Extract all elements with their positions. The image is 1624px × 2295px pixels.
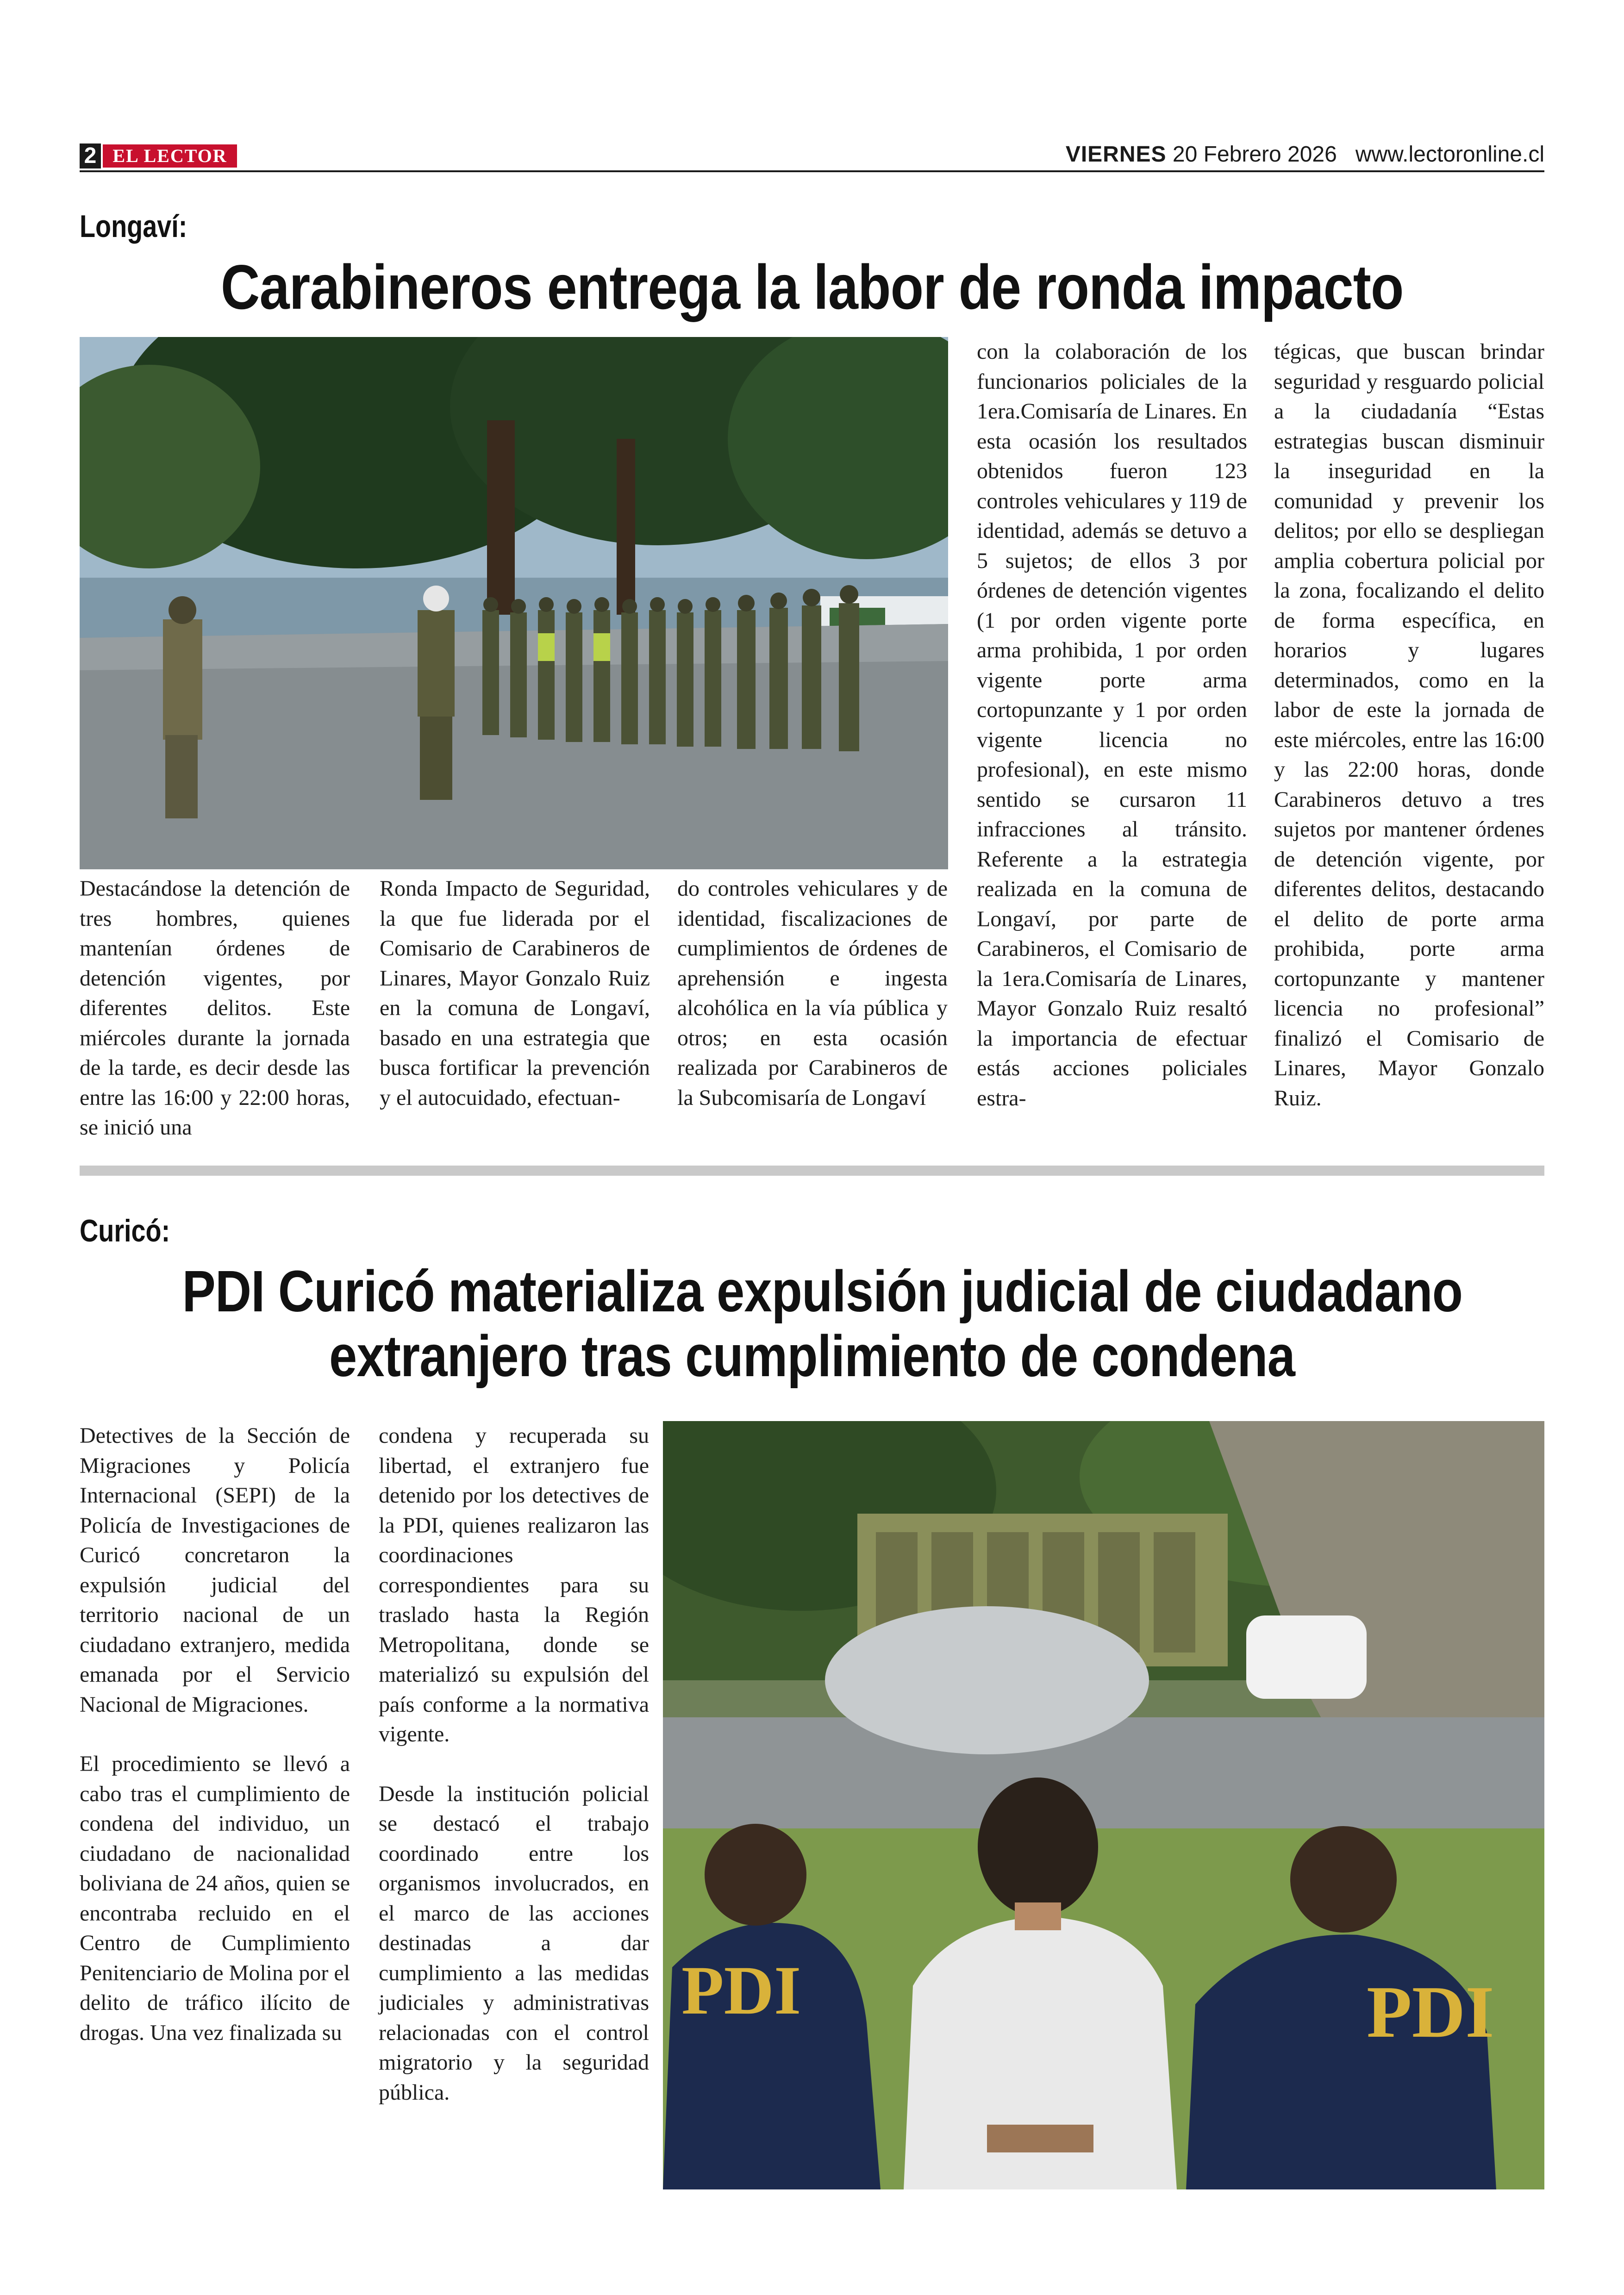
article2-paragraph-1: Detectives de la Sección de Migraciones y Policía Internacional (SEPI) de la Policía de Investigaciones de Curicó concretaron la expulsión judicial del territorio nacional de un ciudadano extranjero, medida emanada por el Servicio Nacional de Migraciones. <box>80 1423 350 1717</box>
article2-paragraph-3: condena y recuperada su libertad, el extranjero fue detenido por los detectives de la PDI, quienes realizaron las coordinaciones correspondientes para su traslado hasta la Región Metropolitana, donde se materializó su expulsión del país conforme a la normativa vigente. <box>379 1423 649 1746</box>
article1-headline <box>80 252 1544 322</box>
article2-column-2 <box>379 1421 649 2108</box>
article1-column-2 <box>380 874 650 1113</box>
section-divider <box>80 1166 1544 1176</box>
article2-headline-line-1: PDI Curicó materializa expulsión judicial de ciudadano <box>182 1259 1463 1324</box>
article1-column-1 <box>80 874 350 1143</box>
article1-paragraph-5: tégicas, que buscan brindar seguridad y resguardo policial a la ciudadanía “Estas estrategias buscan disminuir la inseguridad en la comunidad y prevenir los delitos; por ello se despliegan amplia cobertura policial por la zona, focalizando el delito de forma específica, en horarios y lugares determinados, como en la labor de este la jornada de este miércoles, entre las 16:00 y las 22:00 horas, donde Carabineros detuvo a tres sujetos por mantener órdenes de detención vigente, por diferentes delitos, destacando el delito de porte arma prohibida, porte arma cortopunzante y mantener licencia no profesional” finalizó el Comisario de Linares, Mayor Gonzalo Ruiz. <box>1274 339 1544 1110</box>
left-vest-pdi-text: PDI <box>681 1952 801 2029</box>
article1-column-5 <box>1274 337 1544 1113</box>
article2-column-1 <box>80 1421 350 2048</box>
police-formation-image <box>80 337 948 869</box>
article2-paragraph-2: El procedimiento se llevó a cabo tras el cumplimiento de condena del individuo, un ciudadano de nacionalidad boliviana de 24 años, quien se encontraba recluido en el Centro de Cumplimiento Penitenciario de Molina por el delito de tráfico ilícito de drogas. Una vez finalizada su <box>80 1752 350 2045</box>
header-rule <box>80 170 1544 172</box>
publication-logo: EL LECTOR <box>103 144 237 168</box>
article2-paragraph-4: Desde la institución policial se destacó el trabajo coordinado entre los organismos involucrados, en el marco de las acciones destinadas a dar cumplimiento a las medidas judiciales y administrativas relacionadas con el control migratorio y la seguridad pública. <box>379 1781 649 2105</box>
header-website[interactable]: www.lectoronline.cl <box>1355 142 1544 167</box>
article1-kicker: Longaví: <box>80 209 187 244</box>
header-dateline <box>1066 142 1544 167</box>
article2-headline-line-2: extranjero tras cumplimiento de condena <box>329 1323 1295 1389</box>
article1-paragraph-3: do controles vehiculares y de identidad, fiscalizaciones de cumplimientos de órdenes de aprehensión e ingesta alcohólica en la vía pública y otros; en esta ocasión realizada por Carabineros de la Subcomisaría de Longaví <box>677 876 948 1110</box>
article1-paragraph-4: con la colaboración de los funcionarios policiales de la 1era.Comisaría de Linares. En esta ocasión los resultados obtenidos fueron 123 controles vehiculares y 119 de identidad, además se detuvo a 5 sujetos; de ellos 3 por órdenes de detención vigentes (1 por orden vigente porte arma prohibida, 1 por orden vigente porte arma cortopunzante y 1 por orden vigente licencia no profesional), en este mismo sentido se cursaron 11 infracciones al tránsito. Referente a la estrategia realizada en la comuna de Longaví, por parte de Carabineros, el Comisario de la 1era.Comisaría de Linares, Mayor Gonzalo Ruiz resaltó la importancia de efectuar estás acciones policiales estra- <box>977 339 1247 1110</box>
pdi-detainee-image <box>663 1421 1544 2189</box>
page-number: 2 <box>80 143 101 168</box>
article1-headline-text: Carabineros entrega la labor de ronda impacto <box>220 252 1404 322</box>
header-day: VIERNES <box>1065 142 1167 167</box>
article2-kicker: Curicó: <box>80 1213 170 1248</box>
article1-paragraph-2: Ronda Impacto de Seguridad, la que fue liderada por el Comisario de Carabineros de Linares, Mayor Gonzalo Ruiz en la comuna de Longaví, basado en una estrategia que busca fortificar la prevención y el autocuidado, efectuan- <box>380 876 650 1110</box>
article1-column-3 <box>677 874 948 1113</box>
article1-column-4 <box>977 337 1247 1113</box>
right-vest-pdi-text: PDI <box>1367 1971 1494 2053</box>
article1-photo <box>80 337 948 869</box>
article1-paragraph-1: Destacándose la detención de tres hombres, quienes mantenían órdenes de detención vigentes, por diferentes delitos. Este miércoles durante la jornada de la tarde, es decir desde las entre las 16:00 y 22:00 horas, se inició una <box>80 876 350 1140</box>
article2-headline <box>80 1259 1544 1389</box>
article2-photo <box>663 1421 1544 2189</box>
header-date: 20 Febrero 2026 <box>1172 142 1337 167</box>
